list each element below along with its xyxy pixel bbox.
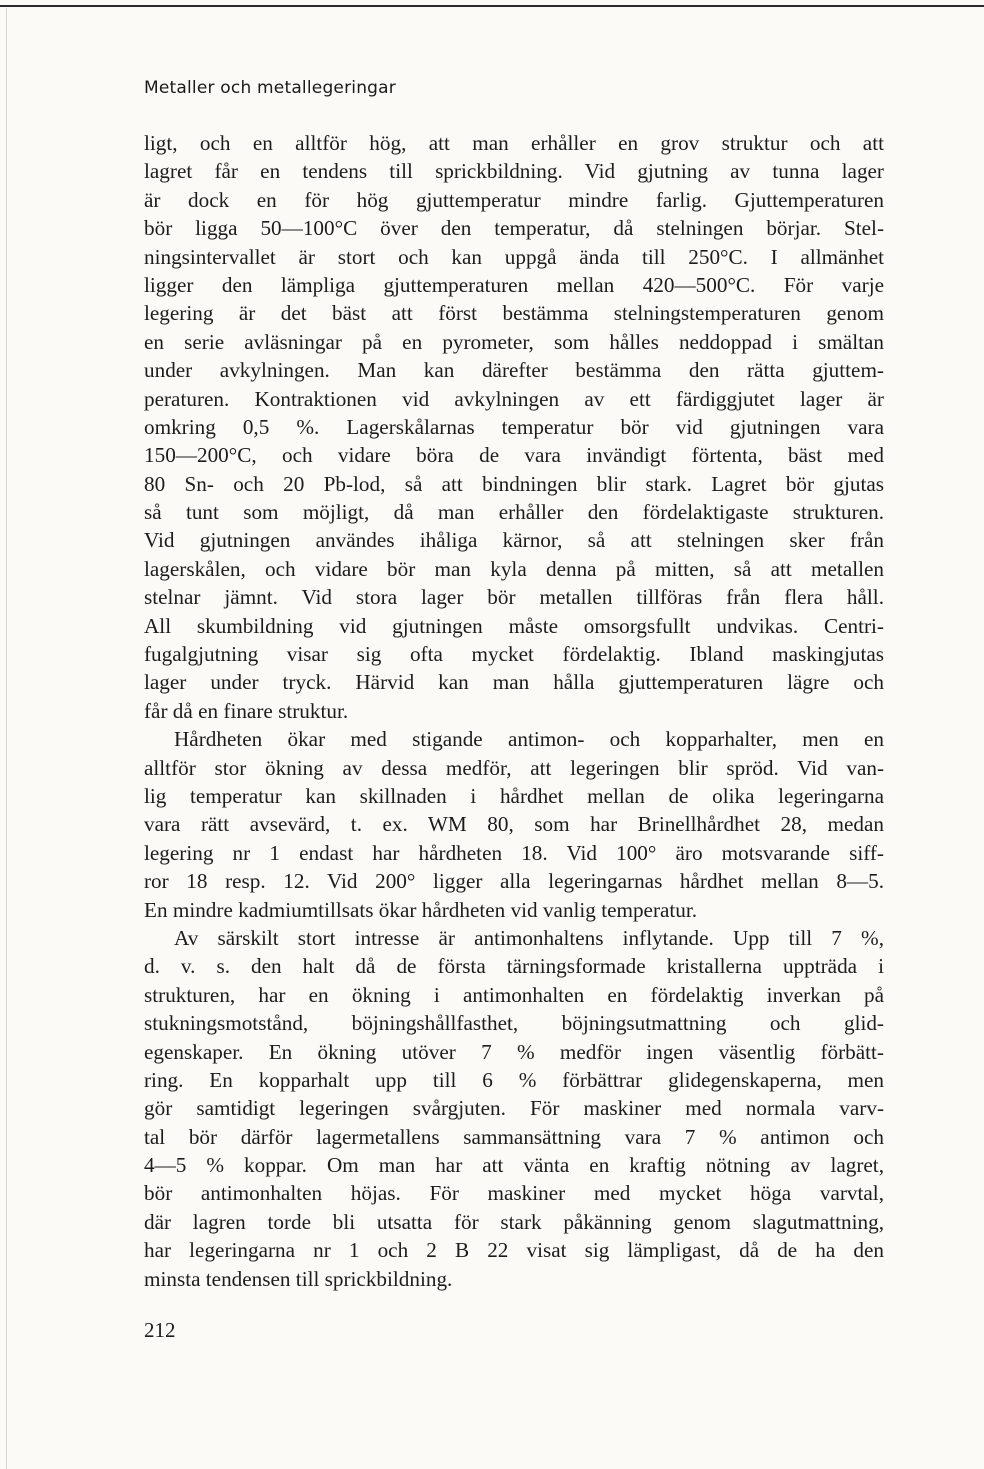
text-line: får då en finare struktur. — [144, 698, 349, 723]
text-line: där lagren torde bli utsatta för stark påkänning genom slagutmattning, — [144, 1209, 884, 1234]
top-rule — [0, 5, 984, 7]
text-line: minsta tendensen till sprickbildning. — [144, 1266, 453, 1291]
page-edge — [6, 8, 7, 1469]
text-line: omkring 0,5 %. Lagerskålarnas temperatur bör vid gjutningen vara — [144, 414, 884, 439]
text-line: tal bör därför lagermetallens sammansättning vara 7 % antimon och — [144, 1124, 884, 1149]
text-line: ligger den lämpliga gjuttemperaturen mellan 420—500°C. För varje — [144, 272, 884, 297]
text-line: peraturen. Kontraktionen vid avkylningen av ett färdiggjutet lager är — [144, 386, 884, 411]
text-line: är dock en för hög gjuttemperatur mindre farlig. Gjuttemperaturen — [144, 187, 884, 212]
text-line: stelnar jämnt. Vid stora lager bör metallen tillföras från flera håll. — [144, 585, 884, 610]
paragraph — [144, 129, 884, 725]
text-line: legering är det bäst att först bestämma stelningstemperaturen genom — [144, 301, 884, 326]
text-line: 80 Sn- och 20 Pb-lod, så att bindningen blir stark. Lagret bör gjutas — [144, 471, 884, 496]
text-line: lagerskålen, och vidare bör man kyla denna på mitten, så att metallen — [144, 556, 884, 581]
text-line: en serie avläsningar på en pyrometer, som hålles neddoppad i smältan — [144, 329, 884, 354]
text-line: En mindre kadmiumtillsats ökar hårdheten vid vanlig temperatur. — [144, 897, 698, 922]
text-line: ligt, och en alltför hög, att man erhåller en grov struktur och att — [144, 131, 884, 155]
text-line: alltför stor ökning av dessa medför, att legeringen blir spröd. Vid van- — [144, 755, 884, 780]
text-line: Hårdheten ökar med stigande antimon- och kopparhalter, men en — [174, 727, 884, 752]
text-line: lagret får en tendens till sprickbildning. Vid gjutning av tunna lager — [144, 159, 884, 184]
text-line: bör ligga 50—100°C över den temperatur, då stelningen börjar. Stel- — [144, 216, 884, 241]
text-line: strukturen, har en ökning i antimonhalten en fördelaktig inverkan på — [144, 982, 884, 1007]
text-line: legering nr 1 endast har hårdheten 18. Vid 100° äro motsvarande siff- — [144, 840, 884, 865]
text-line: har legeringarna nr 1 och 2 B 22 visat sig lämpligast, då de ha den — [144, 1238, 884, 1263]
running-head: Metaller och metallegeringar — [144, 78, 396, 98]
text-line: ningsintervallet är stort och kan uppgå ända till 250°C. I allmänhet — [144, 244, 884, 269]
text-line: gör samtidigt legeringen svårgjuten. För maskiner med normala varv- — [144, 1096, 884, 1121]
text-line: 4—5 % koppar. Om man har att vänta en kraftig nötning av lagret, — [144, 1153, 884, 1178]
text-line: lager under tryck. Härvid kan man hålla gjuttemperaturen lägre och — [144, 670, 884, 695]
text-line: ror 18 resp. 12. Vid 200° ligger alla legeringarnas hårdhet mellan 8—5. — [144, 869, 884, 894]
text-line: så tunt som möjligt, då man erhåller den fördelaktigaste strukturen. — [144, 500, 884, 525]
text-line: stukningsmotstånd, böjningshållfasthet, böjningsutmattning och glid- — [144, 1011, 884, 1036]
paragraph — [144, 924, 884, 1293]
text-line: bör antimonhalten höjas. För maskiner med mycket höga varvtal, — [144, 1181, 884, 1206]
page-number: 212 — [144, 1318, 176, 1342]
text-line: under avkylningen. Man kan därefter bestämma den rätta gjuttem- — [144, 358, 884, 383]
body-text — [144, 129, 884, 1293]
text-line: d. v. s. den halt då de första tärningsformade kristallerna uppträda i — [144, 954, 884, 979]
text-line: 150—200°C, och vidare böra de vara invändigt förtenta, bäst med — [144, 443, 884, 468]
text-line: ring. En kopparhalt upp till 6 % förbättrar glidegenskaperna, men — [144, 1067, 884, 1092]
text-line: Vid gjutningen användes ihåliga kärnor, så att stelningen sker från — [144, 528, 884, 553]
paragraph — [144, 725, 884, 924]
text-line: All skumbildning vid gjutningen måste omsorgsfullt undvikas. Centri- — [144, 613, 884, 638]
text-line: vara rätt avsevärd, t. ex. WM 80, som har Brinellhårdhet 28, medan — [144, 812, 884, 837]
text-line: egenskaper. En ökning utöver 7 % medför ingen väsentlig förbätt- — [144, 1039, 884, 1064]
text-line: lig temperatur kan skillnaden i hårdhet mellan de olika legeringarna — [144, 783, 884, 808]
text-line: Av särskilt stort intresse är antimonhaltens inflytande. Upp till 7 %, — [174, 925, 884, 950]
text-line: fugalgjutning visar sig ofta mycket fördelaktig. Ibland maskingjutas — [144, 642, 884, 667]
